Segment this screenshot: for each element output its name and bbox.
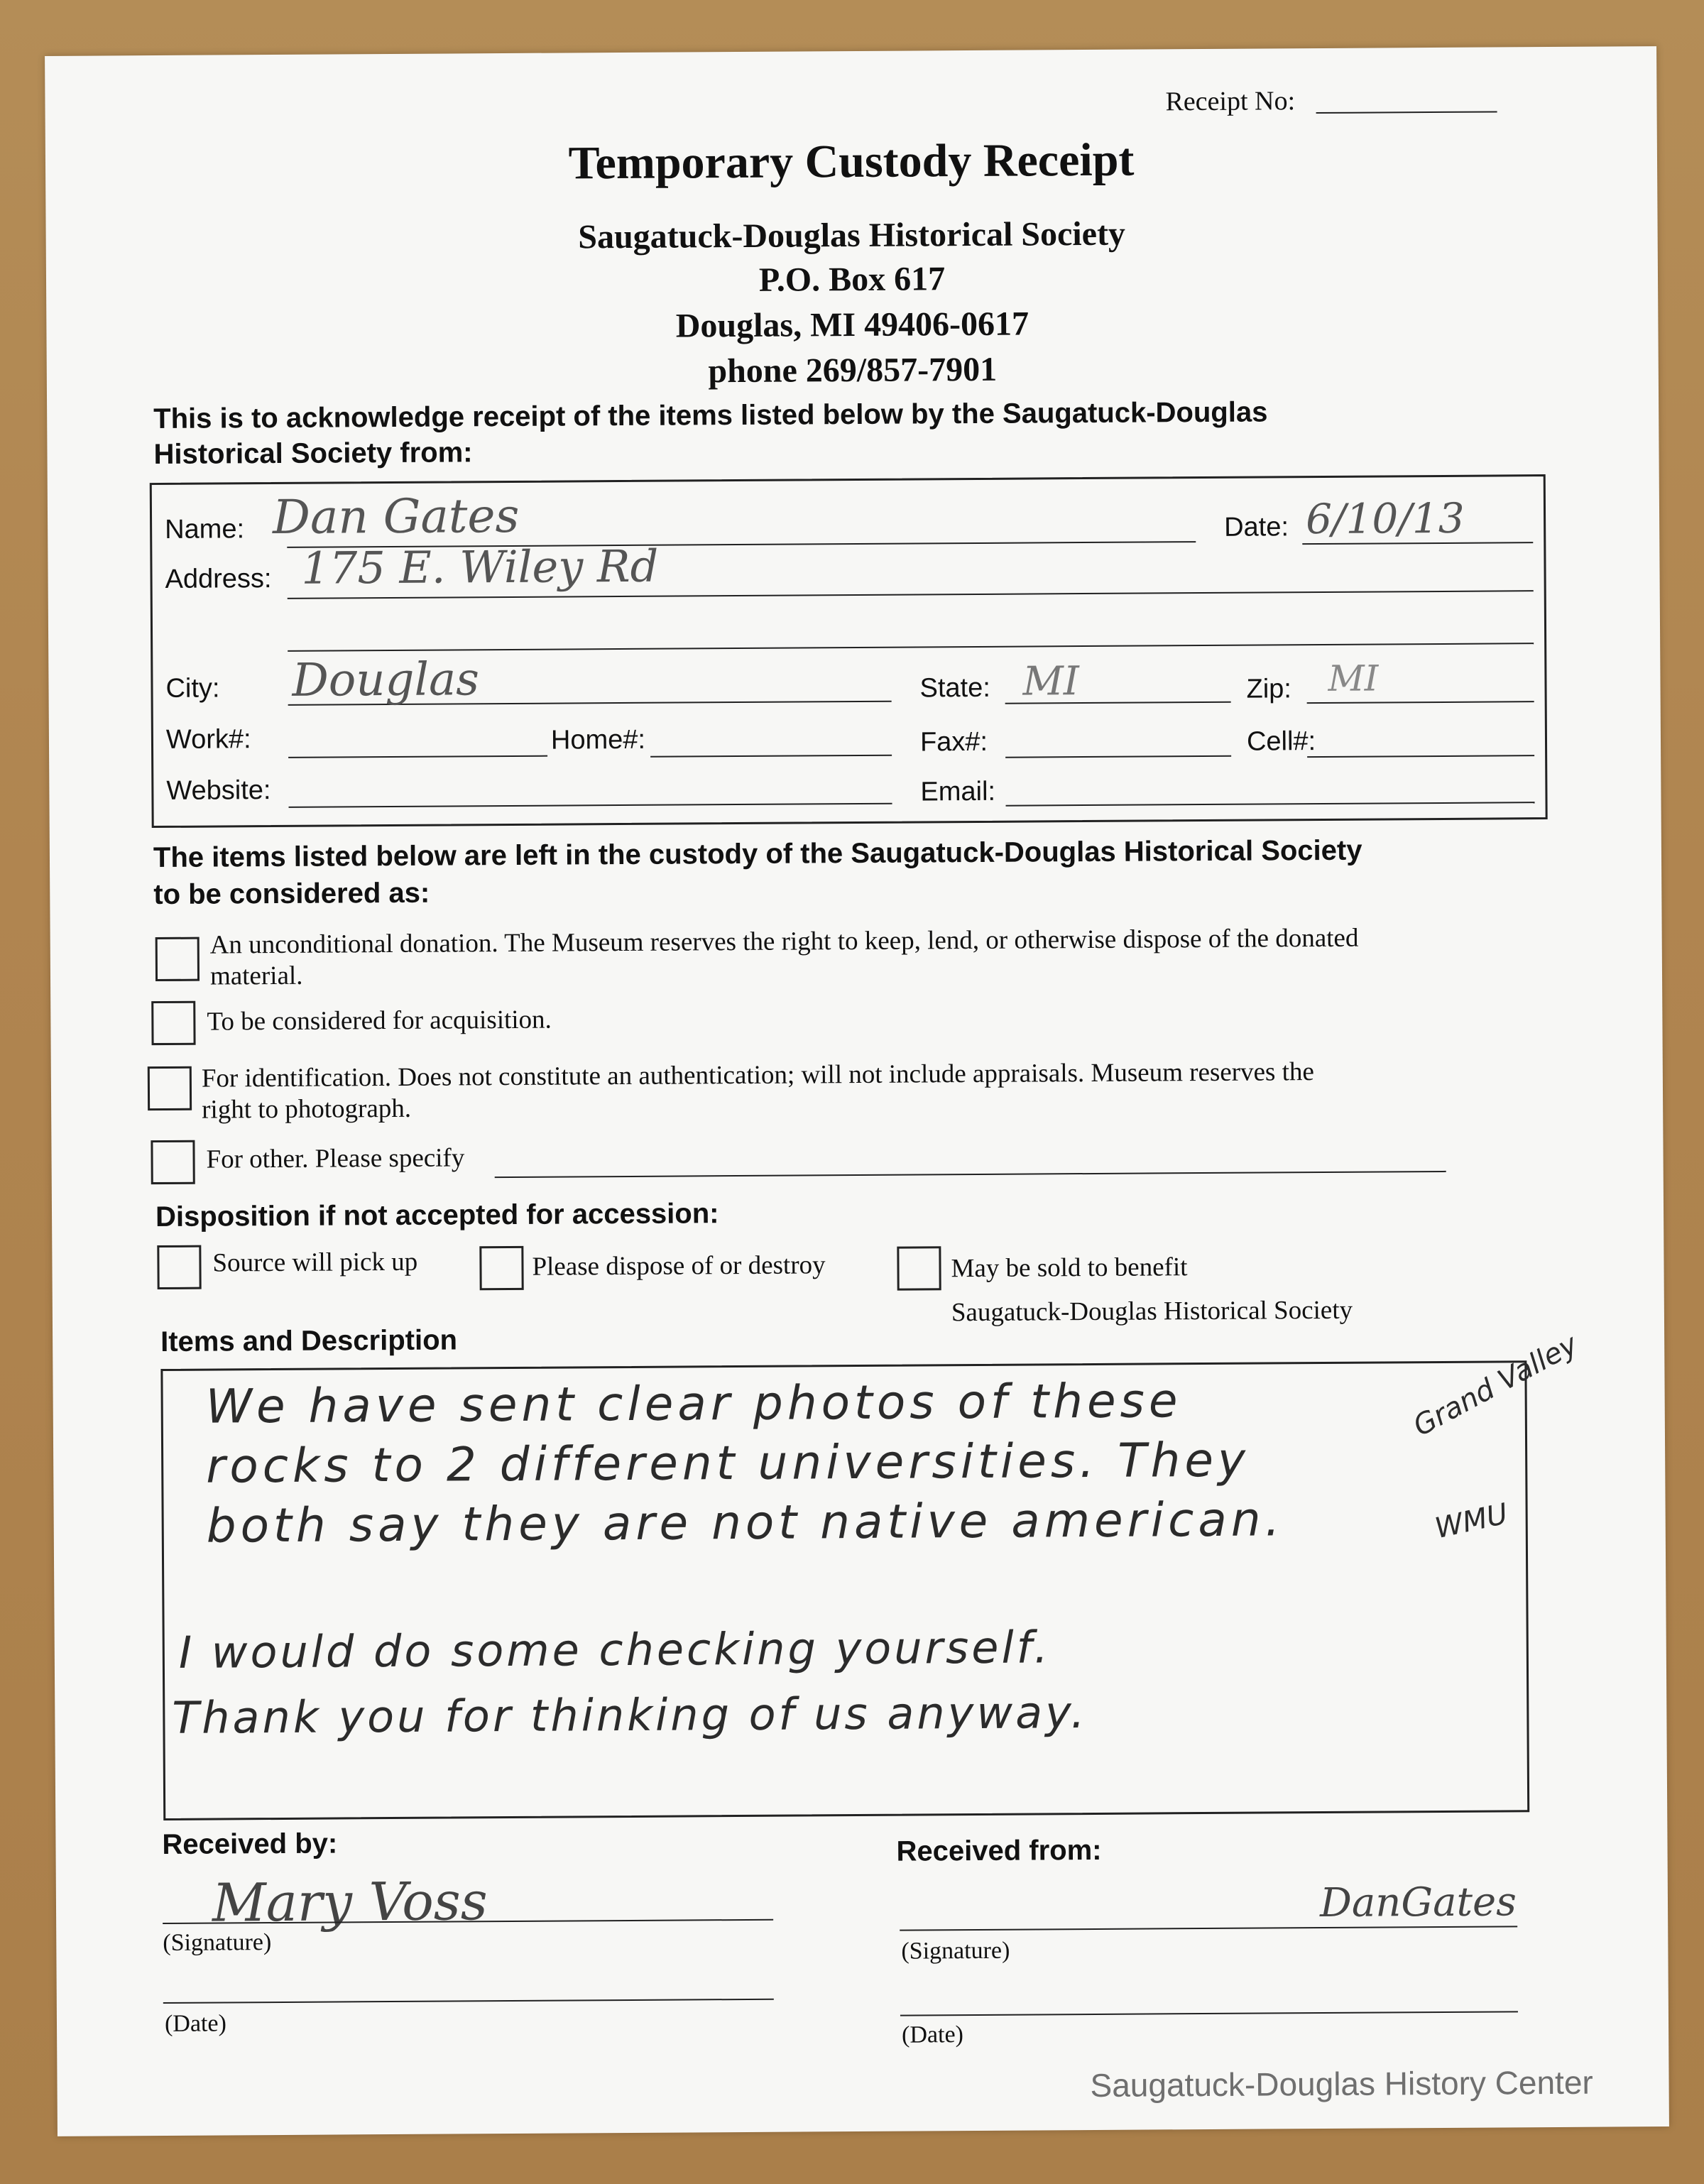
zip-label: Zip: bbox=[1246, 674, 1292, 704]
option-4-line-1: For other. Please specify bbox=[206, 1143, 465, 1174]
source-pick-up-checkbox[interactable] bbox=[157, 1245, 201, 1289]
home-label: Home#: bbox=[550, 724, 646, 755]
email-label: Email: bbox=[920, 776, 996, 807]
may-be-sold-checkbox[interactable] bbox=[897, 1246, 941, 1290]
contact-info-box bbox=[150, 474, 1548, 828]
received-by-signature-label: (Signature) bbox=[163, 1929, 272, 1956]
city-label: City: bbox=[165, 673, 220, 704]
org-name: Saugatuck-Douglas Historical Society bbox=[578, 214, 1126, 256]
work-field[interactable] bbox=[288, 755, 547, 758]
identification-checkbox[interactable] bbox=[148, 1066, 192, 1110]
received-from-heading: Received from: bbox=[896, 1834, 1102, 1867]
org-phone: phone 269/857-7901 bbox=[708, 350, 998, 391]
work-label: Work#: bbox=[165, 724, 251, 755]
disposition-heading: Disposition if not accepted for accession: bbox=[155, 1198, 719, 1233]
fax-label: Fax#: bbox=[919, 726, 988, 758]
watermark-credit: Saugatuck-Douglas History Center bbox=[1090, 2063, 1593, 2104]
custody-heading-1: The items listed below are left in the custody of the Saugatuck-Douglas Historical Society bbox=[153, 834, 1362, 874]
other-specify-field[interactable] bbox=[495, 1171, 1446, 1178]
received-from-signature: DanGates bbox=[1319, 1879, 1517, 1927]
org-po-box: P.O. Box 617 bbox=[758, 260, 946, 299]
receipt-no-field[interactable] bbox=[1316, 111, 1497, 114]
date-label: Date: bbox=[1224, 512, 1289, 542]
items-line-1: We have sent clear photos of these bbox=[205, 1373, 1182, 1434]
org-city-line: Douglas, MI 49406-0617 bbox=[675, 305, 1030, 345]
option-3-line-2: right to photograph. bbox=[202, 1093, 412, 1125]
items-margin-note-2: WMU bbox=[1431, 1497, 1511, 1546]
fax-field[interactable] bbox=[1005, 755, 1231, 758]
disposition-opt-2: Please dispose of or destroy bbox=[532, 1250, 826, 1282]
dispose-checkbox[interactable] bbox=[479, 1246, 523, 1290]
received-by-heading: Received by: bbox=[162, 1828, 338, 1860]
items-heading: Items and Description bbox=[160, 1324, 458, 1358]
name-value: Dan Gates bbox=[272, 488, 520, 545]
cell-field[interactable] bbox=[1307, 755, 1534, 758]
zip-field[interactable] bbox=[1307, 701, 1534, 704]
state-value: MI bbox=[1022, 658, 1080, 705]
email-field[interactable] bbox=[1006, 802, 1535, 807]
website-field[interactable] bbox=[289, 803, 892, 808]
zip-value: MI bbox=[1328, 657, 1379, 699]
website-label: Website: bbox=[166, 775, 271, 806]
received-by-signature: Mary Voss bbox=[212, 1871, 488, 1934]
city-value: Douglas bbox=[292, 653, 480, 707]
other-checkbox[interactable] bbox=[151, 1140, 195, 1184]
disposition-opt-3-line-2: Saugatuck-Douglas Historical Society bbox=[951, 1295, 1353, 1328]
intro-line-1: This is to acknowledge receipt of the items listed below by the Saugatuck-Douglas bbox=[153, 396, 1268, 435]
state-label: State: bbox=[919, 672, 990, 704]
items-line-5: Thank you for thinking of us anyway. bbox=[172, 1686, 1088, 1744]
name-label: Name: bbox=[165, 514, 245, 545]
items-line-2: rocks to 2 different universities. They bbox=[205, 1432, 1250, 1494]
date-value: 6/10/13 bbox=[1305, 493, 1465, 544]
intro-line-2: Historical Society from: bbox=[153, 437, 473, 471]
received-from-date-label: (Date) bbox=[902, 2021, 964, 2048]
received-from-signature-label: (Signature) bbox=[901, 1937, 1010, 1965]
received-from-date-line[interactable] bbox=[900, 2011, 1518, 2016]
receipt-no-label: Receipt No: bbox=[1165, 86, 1296, 117]
address-value: 175 E. Wiley Rd bbox=[301, 540, 659, 594]
option-2-line-1: To be considered for acquisition. bbox=[207, 1005, 552, 1037]
received-by-date-line[interactable] bbox=[163, 1999, 774, 2004]
option-1-line-1: An unconditional donation. The Museum reserves the right to keep, lend, or otherwise dispose of the donated bbox=[209, 923, 1359, 960]
disposition-opt-1: Source will pick up bbox=[212, 1247, 418, 1278]
form-title: Temporary Custody Receipt bbox=[568, 133, 1135, 190]
custody-heading-2: to be considered as: bbox=[153, 877, 430, 911]
cell-label: Cell#: bbox=[1246, 726, 1316, 757]
option-3-line-1: For identification. Does not constitute an authentication; will not include appraisals. Museum reserves the bbox=[201, 1057, 1314, 1093]
home-field[interactable] bbox=[650, 755, 892, 758]
received-by-date-label: (Date) bbox=[164, 2010, 226, 2037]
received-from-signature-line[interactable] bbox=[900, 1926, 1517, 1931]
disposition-opt-3-line-1: May be sold to benefit bbox=[951, 1252, 1188, 1284]
receipt-form bbox=[45, 46, 1669, 2136]
option-1-line-2: material. bbox=[209, 961, 303, 991]
address-field-2[interactable] bbox=[288, 643, 1534, 652]
acquisition-checkbox[interactable] bbox=[151, 1001, 195, 1045]
address-label: Address: bbox=[165, 564, 272, 594]
unconditional-donation-checkbox[interactable] bbox=[155, 937, 200, 981]
items-line-4: I would do some checking yourself. bbox=[178, 1621, 1052, 1678]
items-margin-note-1: Grand Valley bbox=[1408, 1328, 1583, 1443]
items-line-3: both say they are not native american. bbox=[206, 1492, 1284, 1554]
